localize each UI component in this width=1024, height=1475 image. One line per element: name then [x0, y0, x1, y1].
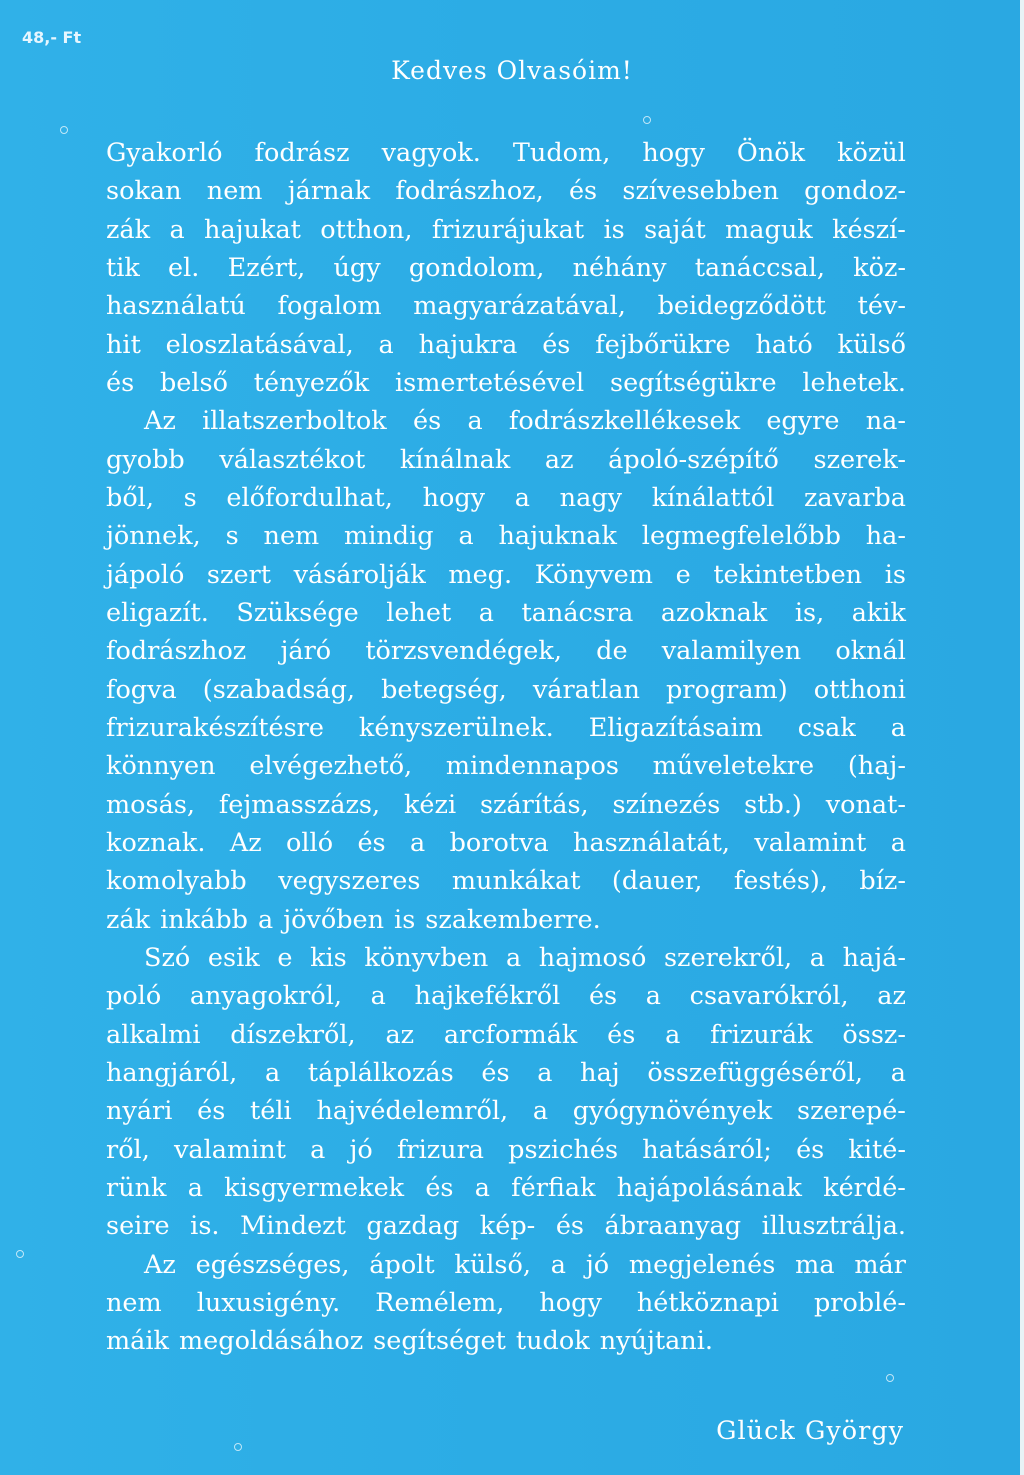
word: segítséget [373, 1326, 506, 1357]
text-line [106, 211, 906, 249]
paper-speck [886, 1374, 894, 1382]
word: zavarba [804, 482, 906, 513]
word: segítségükre [609, 367, 777, 398]
word: és [106, 367, 135, 398]
word: valamint [754, 827, 867, 858]
word: a [257, 904, 274, 935]
word: Az [229, 827, 262, 858]
word: tanáccsal, [694, 252, 825, 283]
word: illatszerboltok [202, 406, 387, 437]
word: oknál [835, 636, 906, 667]
word: valamint [173, 1134, 286, 1165]
word: és [413, 406, 442, 437]
word: szerekről, [663, 942, 793, 973]
word: (szabadság, [202, 674, 356, 705]
word: a [478, 597, 494, 628]
word: olló [286, 827, 334, 858]
word: hatásáról; [642, 1134, 772, 1165]
text-line [106, 1016, 906, 1054]
word: a [467, 406, 483, 437]
word: kérdé- [823, 1172, 906, 1203]
word: rünk [106, 1172, 167, 1203]
word: pszichés [508, 1134, 619, 1165]
word: hogy [539, 1287, 602, 1318]
word: lehetek. [802, 367, 906, 398]
word: frizura [396, 1134, 484, 1165]
paper-speck [16, 1250, 24, 1258]
word: és [481, 1057, 510, 1088]
word: könnyen [106, 751, 216, 782]
price-label: 48,- Ft [22, 28, 82, 47]
word: tekintetben [713, 559, 863, 590]
word: kép- [479, 1211, 536, 1242]
text-line [106, 1322, 906, 1360]
word: frizurájukat [431, 214, 585, 245]
paper-speck [234, 1443, 242, 1451]
word: a [458, 521, 474, 552]
word: hajkefékről [414, 981, 561, 1012]
word: frizurák [710, 1019, 813, 1050]
word: műveletekre [652, 751, 815, 782]
word: szerek- [813, 444, 906, 475]
word: fodrász [254, 138, 350, 168]
word: ma [795, 1249, 835, 1280]
word: Szüksége [236, 597, 359, 628]
text-line [106, 172, 906, 210]
word: stb.) [744, 789, 802, 820]
word: a [187, 1172, 203, 1203]
text-line [106, 364, 906, 402]
word: magyarázatával, [413, 291, 626, 322]
word: gazdag [366, 1211, 460, 1242]
word: vagyok. [381, 138, 481, 168]
word: és [542, 329, 571, 360]
word: díszekről, [230, 1019, 356, 1050]
word: a [378, 329, 394, 360]
word: legmegfelelőbb [641, 521, 841, 552]
text-line [106, 249, 906, 287]
word: könyvben [364, 942, 489, 973]
word: frizurakészítésre [106, 712, 324, 743]
word: gondoz- [804, 176, 906, 207]
word: poló [106, 981, 162, 1012]
word: fodrászkellékesek [508, 406, 741, 437]
word: egészséges, [195, 1249, 350, 1280]
word: luxusigény. [196, 1287, 341, 1318]
text-line [106, 824, 906, 862]
word: zák [106, 214, 151, 245]
word: téli [250, 1096, 292, 1127]
word: mosás, [106, 789, 196, 820]
word: problé- [813, 1287, 906, 1318]
text-line [106, 326, 906, 364]
word: illusztrálja. [761, 1211, 906, 1242]
word: meg. [448, 559, 513, 590]
word: hajá- [842, 942, 906, 973]
word: e [675, 559, 691, 590]
word: Önök [736, 138, 806, 168]
text-line [106, 786, 906, 824]
word: haj [580, 1057, 620, 1088]
word: hajápolásának [616, 1172, 802, 1203]
text-line [106, 441, 906, 479]
word: készí- [832, 214, 906, 245]
word: e [277, 942, 293, 973]
word: vonat- [825, 789, 906, 820]
text-line [106, 671, 906, 709]
word: Eligazításaim [588, 712, 763, 743]
paper-speck [60, 126, 68, 134]
word: beidegződött [657, 291, 826, 322]
word: csak [797, 712, 856, 743]
word: néhány [572, 252, 667, 283]
word: festés), [733, 866, 828, 897]
word: koznak. [106, 827, 206, 858]
word: az [544, 444, 574, 475]
word: mindig [344, 521, 434, 552]
word: (dauer, [611, 866, 703, 897]
word: Az [144, 406, 176, 437]
word: a [264, 1057, 281, 1088]
word: hogy [422, 482, 486, 513]
word: ható [755, 329, 813, 360]
word: a [890, 827, 906, 858]
word: na- [865, 406, 906, 437]
word: a [550, 1249, 566, 1280]
word: megjelenés [628, 1249, 776, 1280]
word: hajuknak [498, 521, 617, 552]
word: szerepé- [797, 1096, 906, 1127]
word: hogy [642, 138, 705, 168]
word: a [410, 827, 426, 858]
text-line [106, 1246, 906, 1284]
word: a [809, 942, 825, 973]
word: zák [106, 904, 151, 935]
word: fogva [106, 674, 177, 705]
text-line [106, 402, 906, 440]
word: fodrászhoz, [395, 176, 544, 207]
word: hétköznapi [636, 1287, 779, 1318]
word: sokan [106, 176, 182, 207]
word: Ezért, [227, 252, 306, 283]
word: a [370, 981, 386, 1012]
word: gyobb [106, 444, 185, 475]
text-line [106, 1131, 906, 1169]
word: s [225, 521, 239, 552]
word: tik [106, 252, 140, 283]
text-line [106, 632, 906, 670]
word: esik [207, 942, 260, 973]
word: összefüggéséről, [647, 1057, 864, 1088]
text-line [106, 134, 906, 172]
word: szívesebben [622, 176, 779, 207]
word: Az [144, 1249, 176, 1280]
word: járnak [287, 176, 371, 207]
word: és [588, 981, 618, 1012]
word: lehet [386, 597, 452, 628]
word: közül [837, 138, 906, 168]
word: hit [106, 329, 141, 360]
text-line [106, 862, 906, 900]
word: nem [263, 521, 320, 552]
word: gyógynövények [572, 1096, 773, 1127]
word: jó [585, 1249, 610, 1280]
text-line [106, 939, 906, 977]
word: Tudom, [512, 138, 611, 168]
word: Szó [144, 942, 191, 973]
word: szárítás, [479, 789, 589, 820]
word: nagy [559, 482, 623, 513]
word: a [890, 1057, 906, 1088]
word: már [854, 1249, 906, 1280]
word: és [796, 1134, 825, 1165]
word: váratlan [532, 674, 640, 705]
word: ismertetésével [395, 367, 585, 398]
word: is, [794, 597, 825, 628]
paper-speck [643, 116, 651, 124]
word: hajukat [204, 214, 301, 245]
word: ábraanyag [604, 1211, 742, 1242]
word: jönnek, [106, 521, 201, 552]
word: nem [206, 176, 263, 207]
word: kité- [848, 1134, 906, 1165]
word: ápoló-szépítő [608, 444, 779, 475]
text-line [106, 1207, 906, 1245]
word: otthoni [813, 674, 906, 705]
word: betegség, [381, 674, 507, 705]
text-line [106, 901, 906, 939]
word: a [890, 712, 906, 743]
word: színezés [612, 789, 721, 820]
text-line [106, 977, 906, 1015]
word: járó [280, 636, 332, 667]
word: maguk [725, 214, 813, 245]
word: bíz- [859, 866, 906, 897]
text-line [106, 1284, 906, 1322]
text-line [106, 479, 906, 517]
word: is [603, 214, 625, 245]
word: használatát, [573, 827, 730, 858]
word: anyagokról, [189, 981, 343, 1012]
word: gondolom, [408, 252, 545, 283]
cover-edge [1020, 0, 1024, 1475]
author-signature: Glück György [716, 1416, 904, 1446]
word: nem [106, 1287, 162, 1318]
text-line [106, 747, 906, 785]
word: Remélem, [375, 1287, 505, 1318]
word: valamilyen [661, 636, 802, 667]
text-line [106, 709, 906, 747]
word: ből, [106, 482, 154, 513]
word: megoldásához [179, 1326, 364, 1357]
word: eligazít. [106, 597, 209, 628]
word: belső [159, 367, 228, 398]
word: használatú [106, 291, 246, 322]
word: Mindezt [240, 1211, 346, 1242]
word: külső [837, 329, 906, 360]
word: jó [349, 1134, 373, 1165]
word: kínálattól [651, 482, 775, 513]
word: ről, [106, 1134, 150, 1165]
word: is [884, 559, 906, 590]
word: és [357, 827, 386, 858]
word: úgy [333, 252, 381, 283]
word: fodrászhoz [106, 636, 247, 667]
word: külső, [454, 1249, 531, 1280]
word: össz- [842, 1019, 906, 1050]
word: vegyszeres [278, 866, 421, 897]
word: kínálnak [399, 444, 511, 475]
word: csavarókról, [689, 981, 849, 1012]
word: seire [106, 1211, 170, 1242]
word: köz- [853, 252, 906, 283]
word: otthon, [320, 214, 413, 245]
word: egyre [766, 406, 840, 437]
word: saját [644, 214, 706, 245]
word: kis [310, 942, 347, 973]
word: ha- [865, 521, 906, 552]
word: tényezők [253, 367, 370, 398]
word: azoknak [660, 597, 768, 628]
word: elvégezhető, [249, 751, 413, 782]
word: és [197, 1096, 226, 1127]
word: vásárolják [293, 559, 426, 590]
word: nyújtani. [599, 1326, 713, 1357]
text-line [106, 1169, 906, 1207]
word: s [183, 482, 197, 513]
word: el. [168, 252, 200, 283]
word: munkákat [451, 866, 581, 897]
word: tanácsra [521, 597, 634, 628]
word: jövőben [283, 904, 385, 935]
word: nyári [106, 1096, 173, 1127]
word: és [555, 1211, 584, 1242]
word: máik [106, 1326, 169, 1357]
word: ápolt [369, 1249, 435, 1280]
text-line [106, 287, 906, 325]
text-line [106, 1054, 906, 1092]
word: a [514, 482, 530, 513]
word: fejmasszázs, [218, 789, 381, 820]
word: is [394, 904, 416, 935]
word: (haj- [847, 751, 906, 782]
word: szakemberre. [425, 904, 601, 935]
word: akik [851, 597, 906, 628]
text-line [106, 594, 906, 632]
word: a [645, 981, 661, 1012]
word: törzsvendégek, [365, 636, 562, 667]
word: a [665, 1019, 681, 1050]
word: is. [190, 1211, 220, 1242]
word: fejbőrükre [595, 329, 731, 360]
page-title: Kedves Olvasóim! [391, 56, 633, 85]
word: és [607, 1019, 636, 1050]
word: táplálkozás [307, 1057, 454, 1088]
word: tév- [857, 291, 906, 322]
word: kényszerülnek. [358, 712, 554, 743]
word: férfiak [511, 1172, 596, 1203]
word: kézi [403, 789, 457, 820]
word: arcformák [443, 1019, 578, 1050]
word: választékot [219, 444, 366, 475]
word: hajmosó [538, 942, 647, 973]
word: a [537, 1057, 553, 1088]
word: alkalmi [106, 1019, 201, 1050]
word: hajvédelemről, [316, 1096, 509, 1127]
word: a [169, 214, 185, 245]
word: kisgyermekek [224, 1172, 405, 1203]
text-line [106, 1092, 906, 1130]
word: a [505, 942, 522, 973]
word: az [385, 1019, 415, 1050]
word: hangjáról, [106, 1057, 238, 1088]
word: Gyakorló [106, 138, 223, 168]
word: a [532, 1096, 549, 1127]
word: tudok [515, 1326, 590, 1357]
word: szert [206, 559, 271, 590]
word: a [474, 1172, 490, 1203]
word: fogalom [277, 291, 382, 322]
text-line [106, 556, 906, 594]
word: de [596, 636, 628, 667]
word: és [425, 1172, 454, 1203]
word: a [310, 1134, 326, 1165]
word: jápoló [106, 559, 185, 590]
word: az [877, 981, 906, 1012]
body-text [106, 134, 906, 1361]
word: eloszlatásával, [165, 329, 354, 360]
word: inkább [160, 904, 248, 935]
word: komolyabb [106, 866, 247, 897]
word: mindennapos [445, 751, 619, 782]
word: hajukra [418, 329, 518, 360]
word: borotva [449, 827, 549, 858]
text-line [106, 517, 906, 555]
word: és [568, 176, 598, 207]
word: program) [665, 674, 788, 705]
word: előfordulhat, [226, 482, 393, 513]
word: Könyvem [534, 559, 653, 590]
